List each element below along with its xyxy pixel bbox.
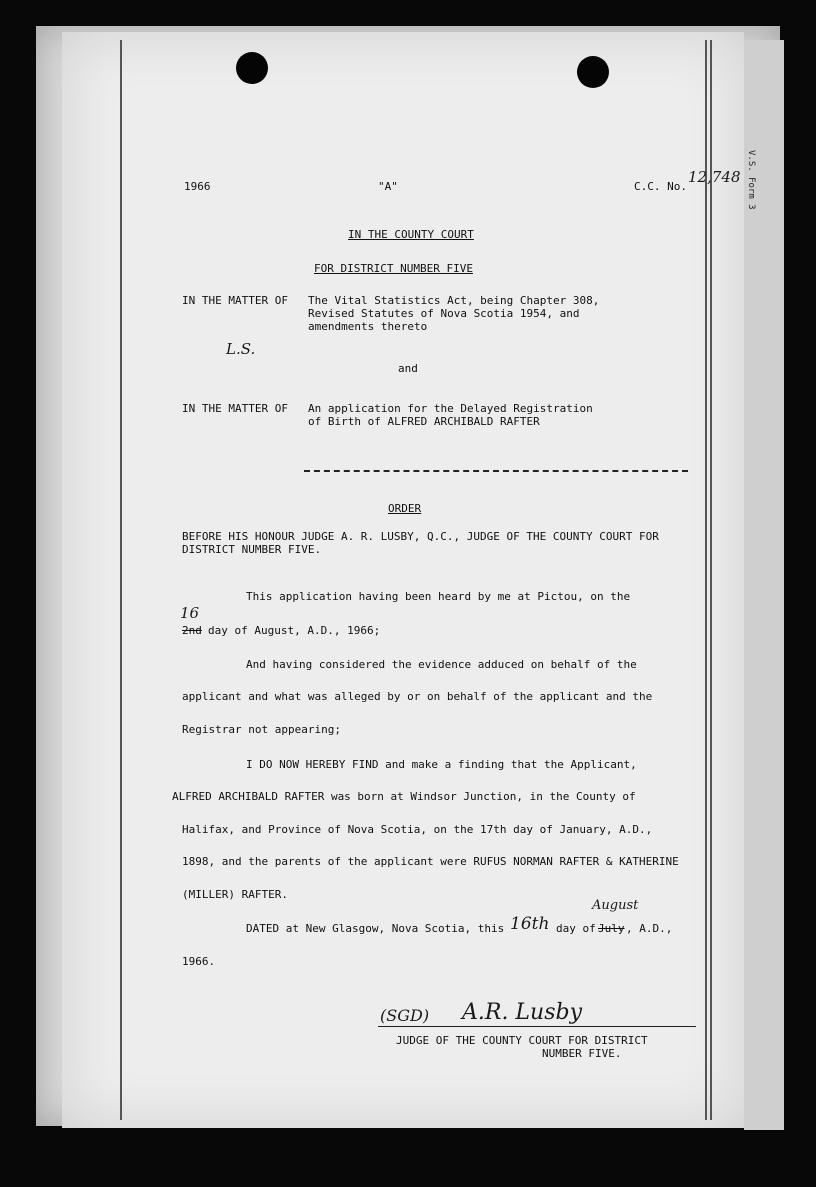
find-line-2: Halifax, and Province of Nova Scotia, on the 17th day of January, A.D.,: [182, 823, 653, 836]
matter-label-1: IN THE MATTER OF: [182, 294, 288, 307]
dated-struck: July: [598, 922, 625, 935]
order-sheet: [62, 32, 744, 1128]
order-heading: ORDER: [388, 502, 422, 515]
right-margin-line-2: [710, 40, 712, 1120]
punch-hole-right: [577, 56, 609, 88]
heard-line-2: day of August, A.D., 1966;: [208, 624, 381, 637]
judge-title-1: JUDGE OF THE COUNTY COURT FOR DISTRICT: [396, 1034, 648, 1047]
matter-text-1c: amendments thereto: [308, 320, 428, 333]
find-line-1: ALFRED ARCHIBALD RAFTER was born at Windsor Junction, in the County of: [172, 790, 636, 803]
form-mark: "A": [378, 180, 398, 193]
heard-line-1: This application having been heard by me at Pictou, on the: [246, 590, 631, 603]
dated-mid: day of: [556, 922, 596, 935]
cc-label: C.C. No.: [634, 180, 687, 193]
dated-day: 16th: [510, 914, 550, 934]
matter-text-2a: An application for the Delayed Registration: [308, 402, 593, 415]
district-title: FOR DISTRICT NUMBER FIVE: [314, 262, 473, 275]
find-line-4: (MILLER) RAFTER.: [182, 888, 288, 901]
matter-text-2b: of Birth of ALFRED ARCHIBALD RAFTER: [308, 415, 540, 428]
and-label: and: [398, 362, 418, 375]
considered-1: And having considered the evidence adduced on behalf of the: [246, 658, 637, 671]
find-line-3: 1898, and the parents of the applicant were RUFUS NORMAN RAFTER & KATHERINE: [182, 855, 679, 868]
before-line-1: BEFORE HIS HONOUR JUDGE A. R. LUSBY, Q.C., JUDGE OF THE COUNTY COURT FOR: [182, 530, 659, 543]
ls-mark: L.S.: [226, 340, 256, 358]
cc-number: 12,748: [688, 168, 741, 186]
day-struck: 2nd: [182, 624, 202, 637]
dated-year: 1966.: [182, 955, 216, 968]
signature-line: [378, 1026, 696, 1027]
dated-pre: DATED at New Glasgow, Nova Scotia, this: [246, 922, 505, 935]
before-line-2: DISTRICT NUMBER FIVE.: [182, 543, 322, 556]
sgd-mark: (SGD): [380, 1006, 430, 1025]
dated-month: August: [592, 898, 639, 913]
considered-3: Registrar not appearing;: [182, 723, 341, 736]
matter-text-1b: Revised Statutes of Nova Scotia 1954, and: [308, 307, 580, 320]
matter-label-2: IN THE MATTER OF: [182, 402, 288, 415]
judge-signature: A.R. Lusby: [462, 1000, 583, 1025]
matter-text-1a: The Vital Statistics Act, being Chapter 308,: [308, 294, 600, 307]
punch-hole-left: [236, 52, 268, 84]
find-line: I DO NOW HEREBY FIND and make a finding that the Applicant,: [246, 758, 637, 771]
dated-post: , A.D.,: [626, 922, 673, 935]
considered-2: applicant and what was alleged by or on behalf of the applicant and the: [182, 690, 653, 703]
judge-title-2: NUMBER FIVE.: [542, 1047, 622, 1060]
dashed-separator: [304, 470, 688, 472]
court-title: IN THE COUNTY COURT: [348, 228, 474, 241]
form-label: V.S. Form 3: [746, 150, 756, 210]
left-margin-line: [120, 40, 122, 1120]
year: 1966: [184, 180, 211, 193]
day-handwritten: 16: [180, 604, 200, 622]
right-margin-line: [705, 40, 707, 1120]
